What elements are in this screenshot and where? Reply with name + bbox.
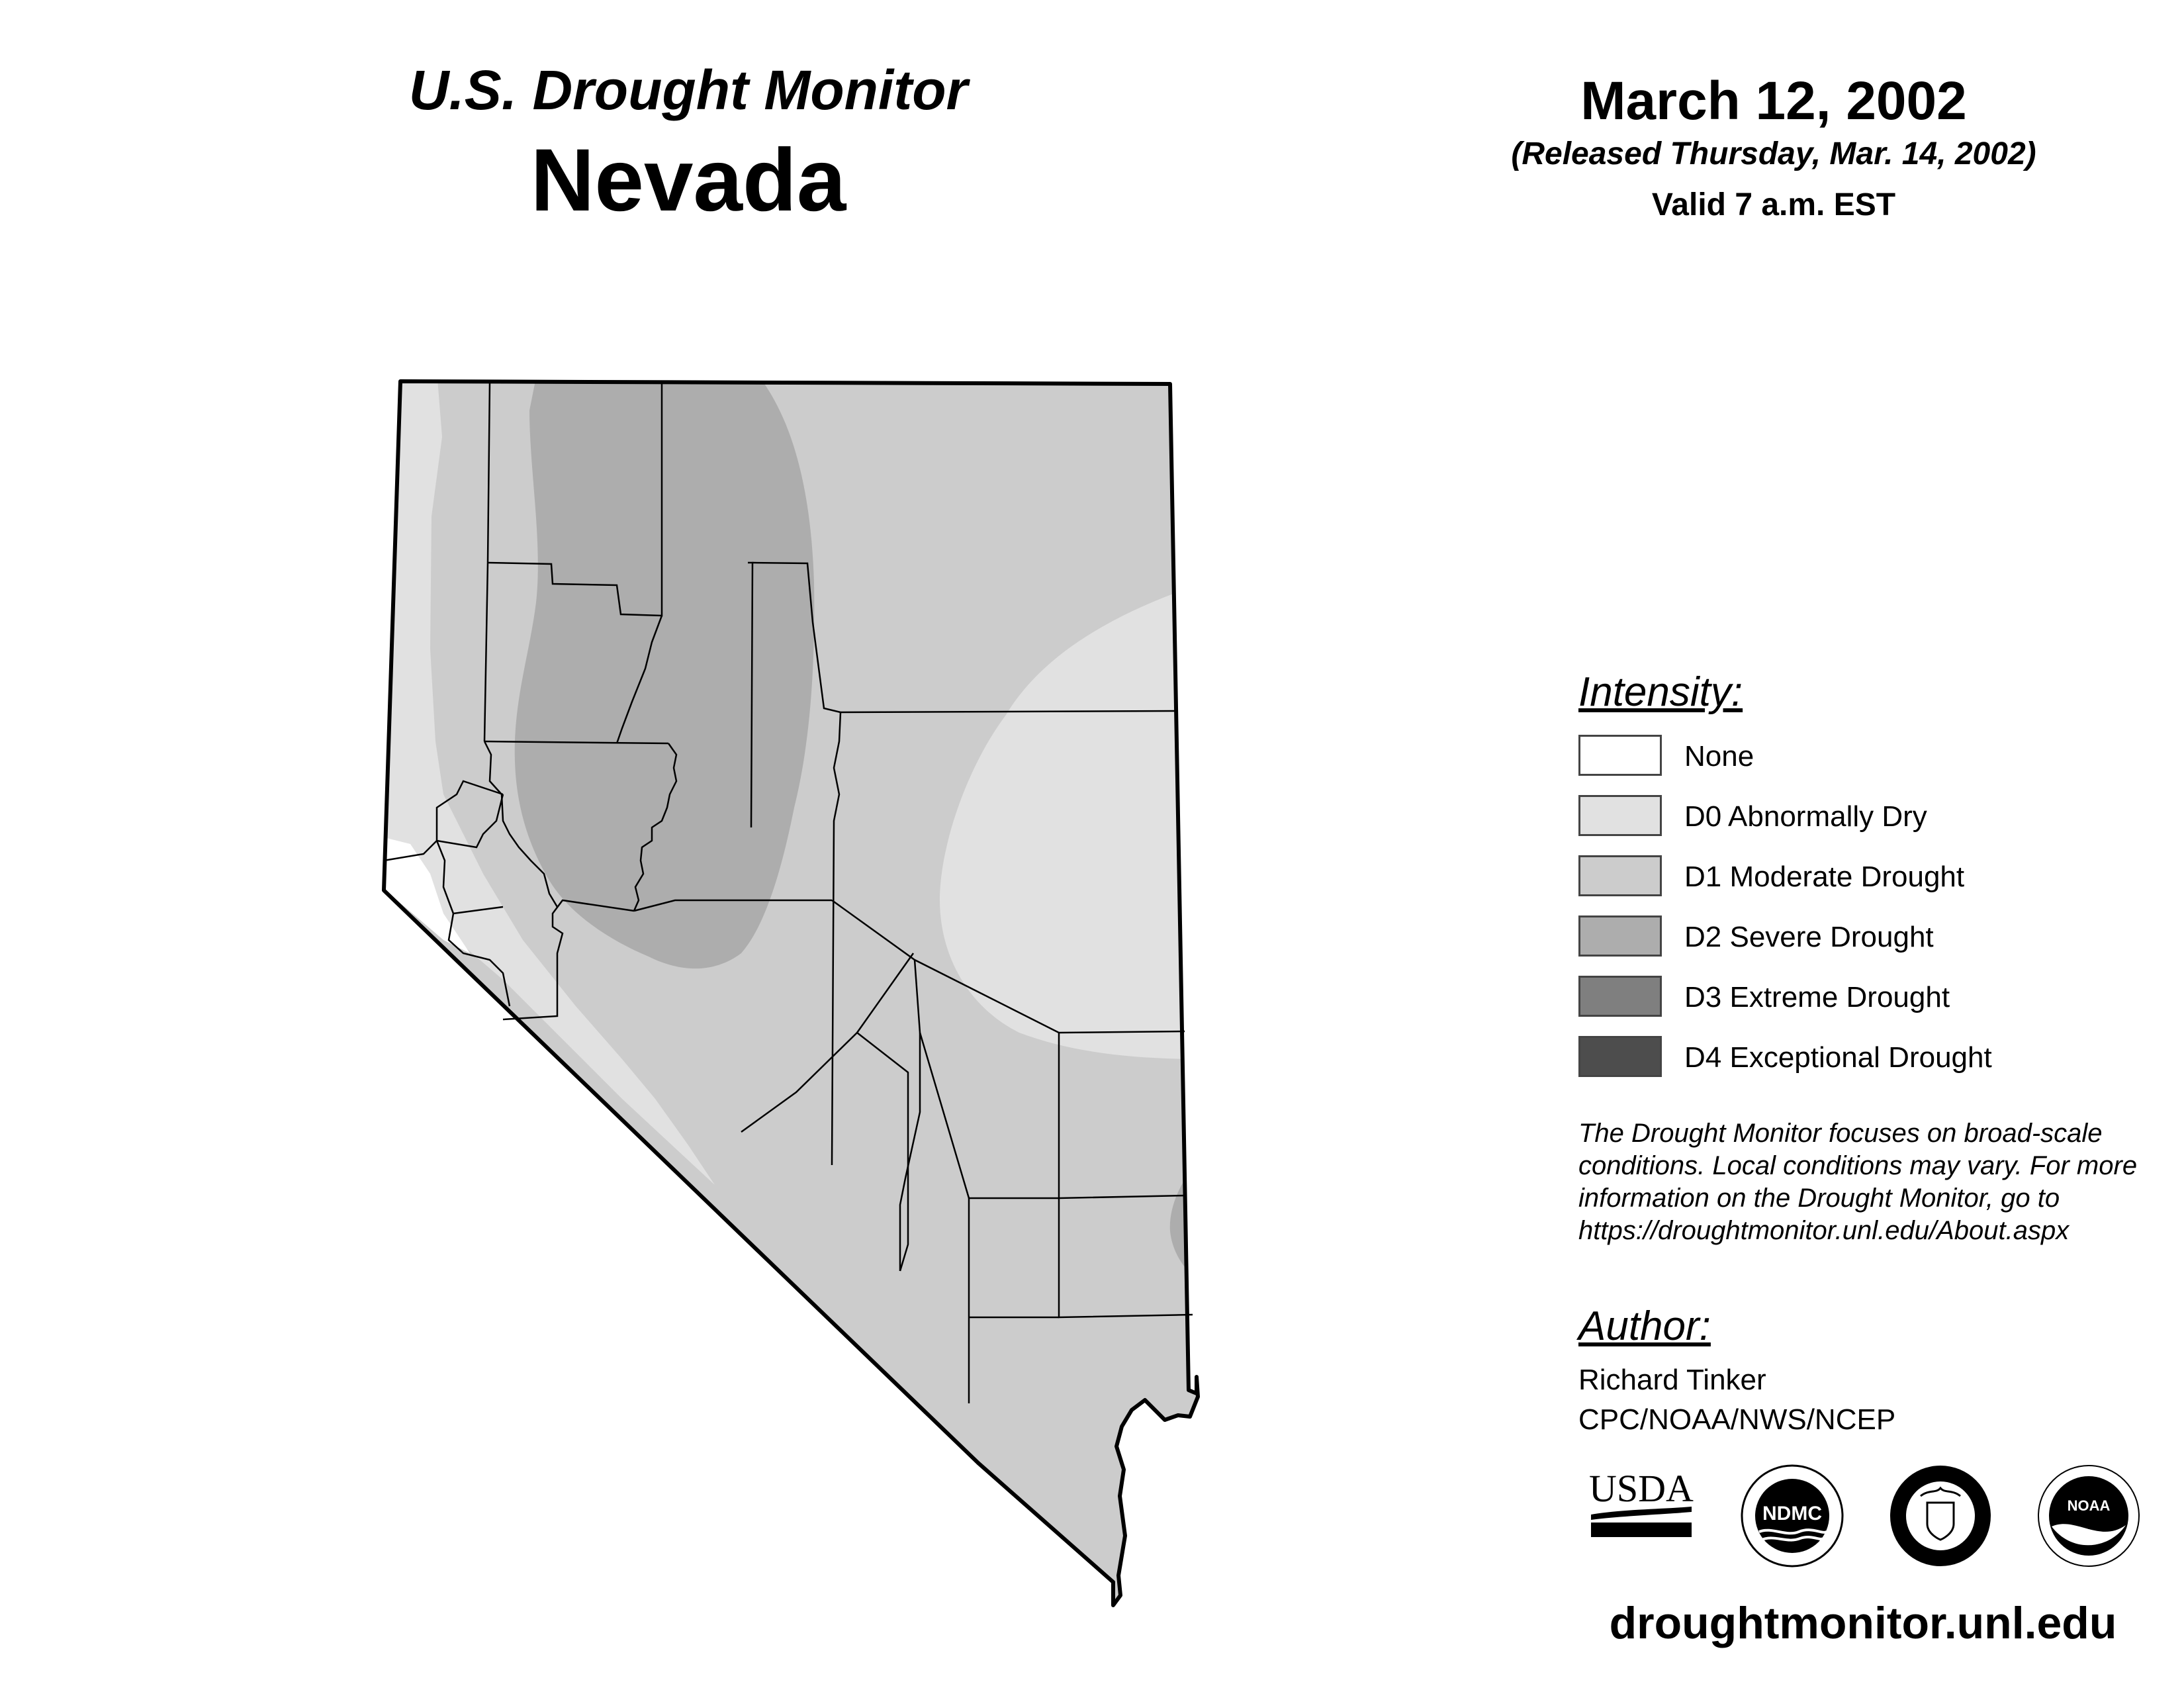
valid-time: Valid 7 a.m. EST (1651, 187, 1896, 222)
author-title: Author: (1578, 1303, 1711, 1349)
site-url[interactable]: droughtmonitor.unl.edu (1609, 1598, 2117, 1648)
legend-label: D1 Moderate Drought (1684, 861, 1965, 893)
legend-swatch (1578, 795, 1662, 836)
legend-title: Intensity: (1578, 669, 1743, 715)
legend-label: D3 Extreme Drought (1684, 981, 1950, 1013)
legend-label: None (1684, 740, 1754, 773)
svg-text:NDMC: NDMC (1762, 1503, 1822, 1524)
ndmc-logo (1739, 1463, 1845, 1569)
nevada-drought-map (371, 371, 1205, 1609)
legend-label: D4 Exceptional Drought (1684, 1041, 1992, 1074)
noaa-logo (2036, 1463, 2142, 1569)
map-date: March 12, 2002 (1580, 71, 1967, 131)
usda-logo (1588, 1463, 1694, 1542)
release-date: (Released Thursday, Mar. 14, 2002) (1511, 136, 2036, 171)
legend-swatch (1578, 976, 1662, 1017)
svg-text:USDA: USDA (1589, 1467, 1694, 1510)
disclaimer-text: The Drought Monitor focuses on broad-scale conditions. Local conditions may vary. For more information on the Drought Monitor, go to https://droughtmonitor.unl.edu/About.aspx (1578, 1119, 2138, 1245)
legend-swatch (1578, 735, 1662, 776)
legend-swatch (1578, 855, 1662, 896)
d2-area-north (515, 371, 815, 968)
author-org: CPC/NOAA/NWS/NCEP (1578, 1403, 1896, 1436)
map-state-title: Nevada (530, 131, 846, 230)
commerce-seal-logo (1888, 1463, 1993, 1569)
agency-logos (1588, 1463, 2171, 1595)
legend-label: D2 Severe Drought (1684, 921, 1934, 953)
legend-swatch (1578, 915, 1662, 957)
author-name: Richard Tinker (1578, 1364, 1766, 1396)
svg-text:NOAA: NOAA (2067, 1497, 2111, 1514)
map-program-title: U.S. Drought Monitor (408, 59, 968, 121)
legend-label: D0 Abnormally Dry (1684, 800, 1927, 833)
legend-swatch (1578, 1036, 1662, 1077)
